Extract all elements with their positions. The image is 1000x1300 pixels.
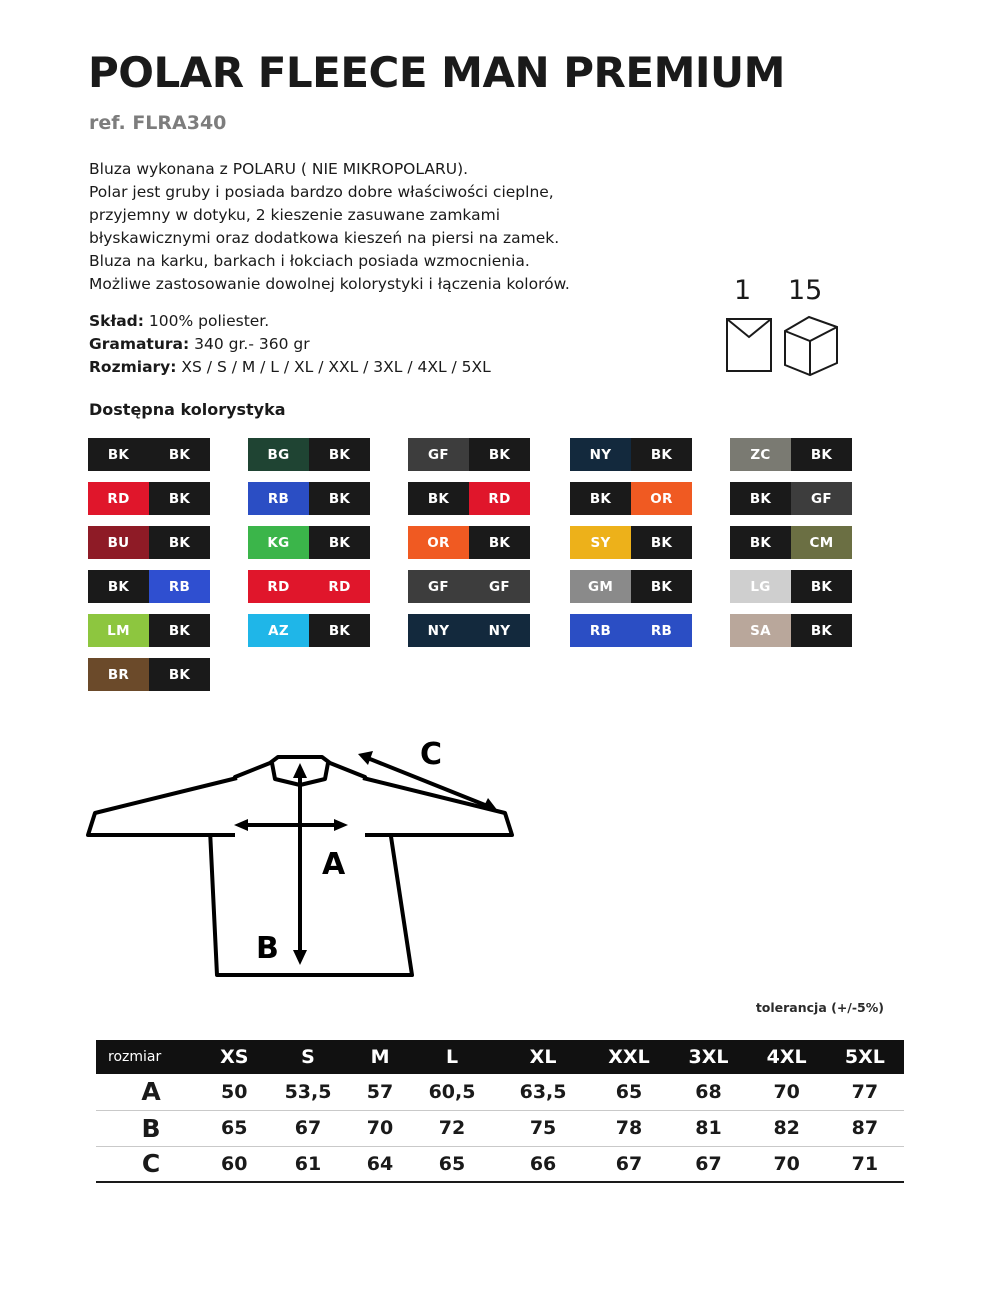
measure-value: 72 xyxy=(407,1110,498,1146)
measure-value: 60,5 xyxy=(407,1074,498,1110)
color-column xyxy=(248,438,370,658)
measure-value: 67 xyxy=(263,1110,354,1146)
measure-value: 67 xyxy=(589,1146,670,1182)
size-table-header-row xyxy=(96,1040,904,1074)
spec-label: Rozmiary: xyxy=(89,358,177,376)
color-swatch[interactable]: BK xyxy=(88,570,149,603)
spec-line xyxy=(89,356,649,379)
description-line: przyjemny w dotyku, 2 kieszenie zasuwane zamkami xyxy=(89,206,501,224)
measure-value: 70 xyxy=(748,1146,826,1182)
color-swatch[interactable]: BK xyxy=(631,438,692,471)
size-column-header: 5XL xyxy=(826,1040,904,1074)
measure-value: 66 xyxy=(498,1146,589,1182)
color-swatch[interactable]: AZ xyxy=(248,614,309,647)
spec-label: Skład: xyxy=(89,312,144,330)
measure-value: 65 xyxy=(589,1074,670,1110)
spec-line xyxy=(89,333,649,356)
color-swatch[interactable]: BK xyxy=(791,614,852,647)
product-reference: ref. FLRA340 xyxy=(89,112,227,134)
page-title: POLAR FLEECE MAN PREMIUM xyxy=(88,48,785,97)
diagram-label-c: C xyxy=(420,737,443,772)
color-swatch[interactable]: NY xyxy=(408,614,469,647)
measure-value: 81 xyxy=(669,1110,747,1146)
color-swatch[interactable]: RD xyxy=(309,570,370,603)
color-combo[interactable] xyxy=(88,438,210,471)
spec-value: XS / S / M / L / XL / XXL / 3XL / 4XL / 5XL xyxy=(176,358,491,376)
size-column-header: 4XL xyxy=(748,1040,826,1074)
color-combo[interactable] xyxy=(570,526,692,559)
color-swatch[interactable]: GF xyxy=(408,570,469,603)
color-swatch[interactable]: BK xyxy=(309,482,370,515)
product-description xyxy=(89,158,649,296)
measure-value: 77 xyxy=(826,1074,904,1110)
color-combo[interactable] xyxy=(248,526,370,559)
color-column xyxy=(570,438,692,658)
unit-count: 1 xyxy=(734,275,752,306)
spec-line xyxy=(89,310,649,333)
size-column-header: L xyxy=(407,1040,498,1074)
color-combo[interactable] xyxy=(88,614,210,647)
measure-value: 53,5 xyxy=(263,1074,354,1110)
diagram-label-b: B xyxy=(256,931,279,966)
color-swatch[interactable]: BK xyxy=(149,438,210,471)
color-swatch[interactable]: RD xyxy=(469,482,530,515)
color-swatch[interactable]: BK xyxy=(309,438,370,471)
measure-value: 63,5 xyxy=(498,1074,589,1110)
color-swatch[interactable]: BR xyxy=(88,658,149,691)
color-combo[interactable] xyxy=(730,438,852,471)
table-row xyxy=(96,1074,904,1110)
size-table-corner: rozmiar xyxy=(96,1040,206,1074)
size-column-header: S xyxy=(263,1040,354,1074)
size-column-header: XS xyxy=(206,1040,263,1074)
color-swatch[interactable]: BK xyxy=(408,482,469,515)
measure-value: 64 xyxy=(354,1146,407,1182)
measure-value: 67 xyxy=(669,1146,747,1182)
color-combo[interactable] xyxy=(248,438,370,471)
measure-value: 57 xyxy=(354,1074,407,1110)
color-column xyxy=(408,438,530,658)
diagram-label-a: A xyxy=(322,847,346,882)
color-combo[interactable] xyxy=(408,482,530,515)
color-swatch[interactable]: BK xyxy=(469,526,530,559)
measure-value: 75 xyxy=(498,1110,589,1146)
color-swatch[interactable]: GM xyxy=(570,570,631,603)
color-swatch[interactable]: LG xyxy=(730,570,791,603)
color-swatch[interactable]: RD xyxy=(248,570,309,603)
measure-value: 68 xyxy=(669,1074,747,1110)
table-row xyxy=(96,1146,904,1182)
color-combo[interactable] xyxy=(570,438,692,471)
color-swatch[interactable]: NY xyxy=(469,614,530,647)
color-swatch[interactable]: BK xyxy=(309,614,370,647)
spec-value: 100% poliester. xyxy=(143,312,270,330)
color-combo[interactable] xyxy=(730,570,852,603)
color-combo[interactable] xyxy=(248,614,370,647)
color-swatch[interactable]: BK xyxy=(88,438,149,471)
size-table xyxy=(96,1040,904,1183)
color-combo[interactable] xyxy=(730,614,852,647)
size-column-header: M xyxy=(354,1040,407,1074)
measure-label: C xyxy=(96,1146,206,1182)
measure-value: 82 xyxy=(748,1110,826,1146)
spec-value: 340 gr.- 360 gr xyxy=(189,335,310,353)
table-row xyxy=(96,1110,904,1146)
color-combo[interactable] xyxy=(408,614,530,647)
color-combo[interactable] xyxy=(88,482,210,515)
color-swatch[interactable]: SA xyxy=(730,614,791,647)
color-swatch[interactable]: RB xyxy=(248,482,309,515)
carton-count: 15 xyxy=(788,275,823,306)
color-swatch[interactable]: BU xyxy=(88,526,149,559)
size-column-header: XXL xyxy=(589,1040,670,1074)
color-combo[interactable] xyxy=(248,570,370,603)
spec-label: Gramatura: xyxy=(89,335,190,353)
color-swatch[interactable]: BK xyxy=(631,570,692,603)
color-combo[interactable] xyxy=(88,526,210,559)
fleece-jacket-outline xyxy=(60,735,580,995)
color-swatch[interactable]: BK xyxy=(309,526,370,559)
measure-value: 71 xyxy=(826,1146,904,1182)
polybag-icon xyxy=(726,315,776,380)
description-line: Bluza wykonana z POLARU ( NIE MIKROPOLARU). xyxy=(89,160,469,178)
size-column-header: 3XL xyxy=(669,1040,747,1074)
color-swatch[interactable]: GF xyxy=(408,438,469,471)
color-swatch[interactable]: RB xyxy=(570,614,631,647)
description-line: Polar jest gruby i posiada bardzo dobre właściwości cieplne, xyxy=(89,183,554,201)
packaging-info xyxy=(712,275,872,390)
measure-label: B xyxy=(96,1110,206,1146)
color-column xyxy=(88,438,210,702)
color-combo[interactable] xyxy=(88,570,210,603)
color-swatch[interactable]: BK xyxy=(730,526,791,559)
color-swatch[interactable]: RD xyxy=(88,482,149,515)
color-swatch[interactable]: NY xyxy=(570,438,631,471)
measure-value: 70 xyxy=(354,1110,407,1146)
color-combo[interactable] xyxy=(88,658,210,691)
measure-label: A xyxy=(96,1074,206,1110)
measure-value: 61 xyxy=(263,1146,354,1182)
color-swatch[interactable]: GF xyxy=(791,482,852,515)
color-swatch[interactable]: BK xyxy=(570,482,631,515)
color-combo[interactable] xyxy=(730,526,852,559)
tolerance-note: tolerancja (+/-5%) xyxy=(755,1000,884,1015)
color-swatch[interactable]: BK xyxy=(149,658,210,691)
size-table-body xyxy=(96,1074,904,1182)
color-swatch[interactable]: ZC xyxy=(730,438,791,471)
measure-value: 60 xyxy=(206,1146,263,1182)
color-swatch[interactable]: BK xyxy=(149,482,210,515)
size-column-header: XL xyxy=(498,1040,589,1074)
color-swatch[interactable]: BG xyxy=(248,438,309,471)
color-combo[interactable] xyxy=(570,482,692,515)
measure-value: 65 xyxy=(206,1110,263,1146)
colors-section-title: Dostępna kolorystyka xyxy=(89,400,286,419)
product-specs xyxy=(89,310,649,379)
color-combo[interactable] xyxy=(408,570,530,603)
color-column xyxy=(730,438,852,658)
measure-value: 78 xyxy=(589,1110,670,1146)
color-swatch[interactable]: BK xyxy=(149,614,210,647)
color-swatch[interactable]: GF xyxy=(469,570,530,603)
color-swatch[interactable]: CM xyxy=(791,526,852,559)
color-combo[interactable] xyxy=(570,614,692,647)
color-combo[interactable] xyxy=(408,526,530,559)
color-swatch[interactable]: BK xyxy=(631,526,692,559)
color-swatch[interactable]: OR xyxy=(631,482,692,515)
color-combo[interactable] xyxy=(730,482,852,515)
carton-box-icon xyxy=(782,313,844,381)
color-combo[interactable] xyxy=(248,482,370,515)
color-swatch[interactable]: BK xyxy=(149,526,210,559)
measure-value: 70 xyxy=(748,1074,826,1110)
color-swatch[interactable]: BK xyxy=(791,570,852,603)
color-combo[interactable] xyxy=(570,570,692,603)
description-line: Bluza na karku, barkach i łokciach posiada wzmocnienia. xyxy=(89,252,530,270)
measure-value: 87 xyxy=(826,1110,904,1146)
size-table-head xyxy=(96,1040,904,1074)
color-swatch[interactable]: OR xyxy=(408,526,469,559)
description-line: Możliwe zastosowanie dowolnej kolorystyki i łączenia kolorów. xyxy=(89,275,570,293)
color-swatch[interactable]: RB xyxy=(631,614,692,647)
color-swatch[interactable]: BK xyxy=(730,482,791,515)
garment-diagram xyxy=(60,735,580,995)
color-swatch[interactable]: BK xyxy=(791,438,852,471)
measure-value: 65 xyxy=(407,1146,498,1182)
description-line: błyskawicznymi oraz dodatkowa kieszeń na piersi na zamek. xyxy=(89,229,560,247)
color-swatch[interactable]: BK xyxy=(469,438,530,471)
measure-value: 50 xyxy=(206,1074,263,1110)
color-swatch[interactable]: RB xyxy=(149,570,210,603)
color-swatch[interactable]: KG xyxy=(248,526,309,559)
color-swatch[interactable]: SY xyxy=(570,526,631,559)
color-combo[interactable] xyxy=(408,438,530,471)
color-swatch[interactable]: LM xyxy=(88,614,149,647)
